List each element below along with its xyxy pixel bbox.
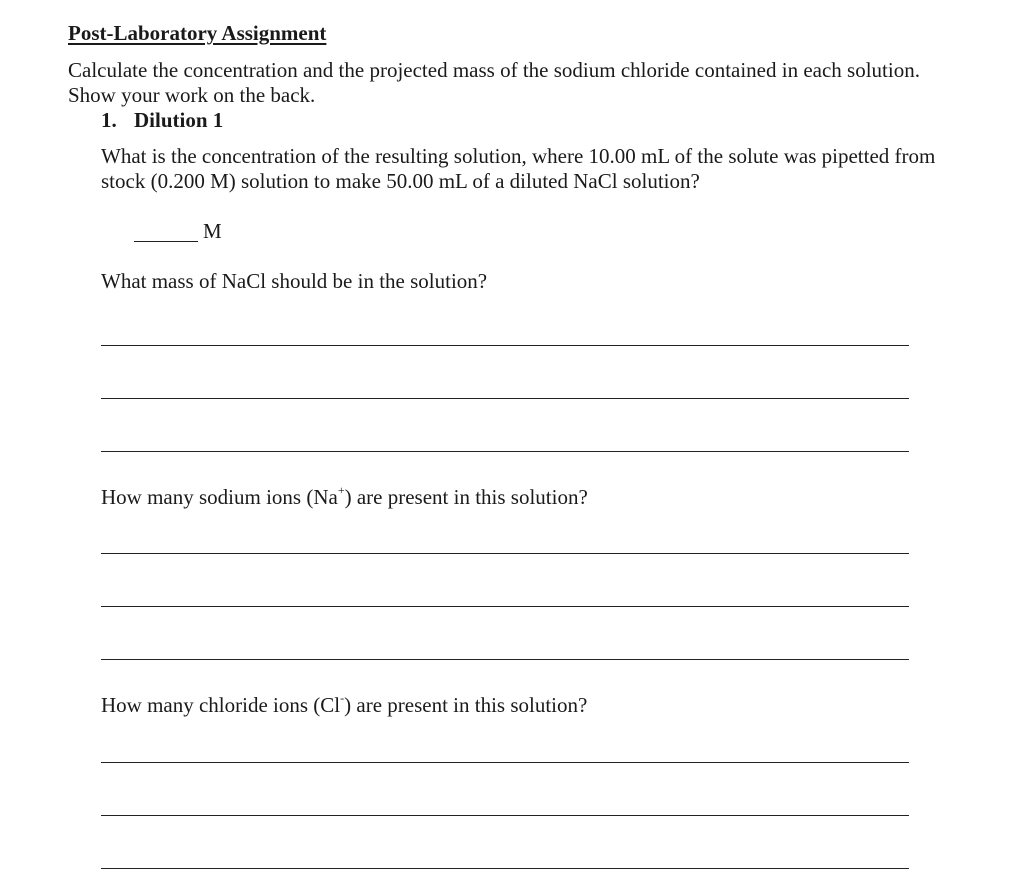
chloride-answer-line-1[interactable] bbox=[101, 762, 909, 763]
sodium-answer-line-3[interactable] bbox=[101, 659, 909, 660]
molarity-unit: M bbox=[203, 219, 222, 243]
section-number: 1. bbox=[101, 108, 117, 132]
chloride-charge: - bbox=[340, 691, 345, 705]
question-concentration-line-2: stock (0.200 M) solution to make 50.00 mL of a diluted NaCl solution? bbox=[101, 169, 700, 193]
sodium-answer-line-1[interactable] bbox=[101, 553, 909, 554]
question-chloride-ions bbox=[101, 688, 587, 718]
question-sodium-ions-prefix: How many sodium ions (Na bbox=[101, 485, 338, 509]
question-mass: What mass of NaCl should be in the solution? bbox=[101, 269, 488, 293]
question-chloride-ions-prefix: How many chloride ions (Cl bbox=[101, 693, 341, 717]
instructions-line-1: Calculate the concentration and the projected mass of the sodium chloride contained in each solution. bbox=[68, 58, 920, 82]
question-concentration bbox=[101, 144, 935, 194]
mass-answer-line-3[interactable] bbox=[101, 451, 909, 452]
section-title: Dilution 1 bbox=[134, 108, 224, 132]
chloride-answer-line-2[interactable] bbox=[101, 815, 909, 816]
page-title: Post-Laboratory Assignment bbox=[68, 21, 327, 45]
question-concentration-line-1: What is the concentration of the resulting solution, where 10.00 mL of the solute was pipetted from bbox=[101, 144, 936, 168]
sodium-answer-line-2[interactable] bbox=[101, 606, 909, 607]
mass-answer-line-1[interactable] bbox=[101, 345, 909, 346]
concentration-answer-blank[interactable] bbox=[134, 241, 198, 242]
chloride-answer-line-3[interactable] bbox=[101, 868, 909, 869]
instructions-line-2: Show your work on the back. bbox=[68, 83, 316, 107]
question-sodium-ions bbox=[101, 480, 588, 510]
sodium-charge: + bbox=[337, 483, 345, 497]
instructions bbox=[68, 58, 920, 108]
section-heading bbox=[101, 108, 223, 133]
mass-answer-line-2[interactable] bbox=[101, 398, 909, 399]
question-sodium-ions-suffix: ) are present in this solution? bbox=[344, 485, 588, 509]
question-chloride-ions-suffix: ) are present in this solution? bbox=[344, 693, 588, 717]
